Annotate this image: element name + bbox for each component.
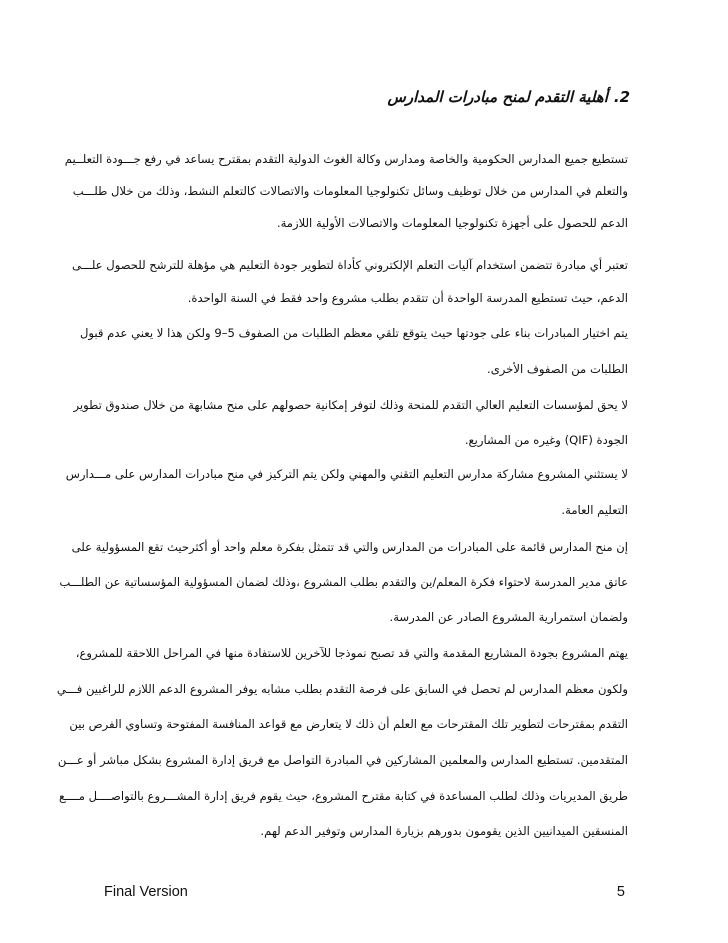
paragraph-line: لا يستثني المشروع مشاركة مدارس التعليم التقني والمهني ولكن يتم التركيز في منح مبادرات المدارس على مـــدارس (65, 467, 628, 481)
paragraph-line: المتقدمين. تستطيع المدارس والمعلمين المشاركين في المبادرة التواصل مع فريق إدارة المشروع بشكل مباشر أو عـــن (57, 753, 628, 767)
paragraph-line: يهتم المشروع بجودة المشاريع المقدمة والتي قد تصبح نموذجا للآخرين للاستفادة منها في المراحل اللاحقة للمشروع، (75, 646, 628, 660)
paragraph-line: لا يحق لمؤسسات التعليم العالي التقدم للمنحة وذلك لتوفر إمكانية حصولهم على منح مشابهة من خلال صندوق تطوير (73, 398, 628, 412)
paragraph-line: إن منح المدارس قائمة على المبادرات من المدارس والتي قد تتمثل بفكرة معلم واحد أو أكثرحيث تقع المسؤولية على (71, 540, 628, 554)
paragraph-line: التقدم بمقترحات لتطوير تلك المقترحات مع العلم أن ذلك لا يتعارض مع قواعد المنافسة المفتوحة وتساوي الفرص بين (69, 717, 628, 731)
paragraph-line: المنسقين الميدانيين الذين يقومون بدورهم بزيارة المدارس وتوفير الدعم لهم. (260, 824, 628, 838)
paragraph-line: ولضمان استمرارية المشروع الصادر عن المدرسة. (389, 610, 628, 624)
paragraph-line: يتم اختيار المبادرات بناء على جودتها حيث يتوقع تلقي معظم الطلبات من الصفوف 5–9 ولكن هذا لا يعني عدم قبول (80, 326, 628, 340)
paragraph-line: التعليم العامة. (561, 503, 628, 517)
paragraph-line: الدعم للحصول على أجهزة تكنولوجيا المعلومات والاتصالات الأولية اللازمة. (276, 216, 628, 230)
section-title: أهلية التقدم لمنح مبادرات المدارس (387, 88, 608, 106)
paragraph-line: عاتق مدير المدرسة لاحتواء فكرة المعلم/ين والتقدم بطلب المشروع ،وذلك لضمان المسؤولية المؤسساتية عن الطلـــب (59, 575, 628, 589)
footer-label: Final Version (104, 884, 188, 900)
paragraph-line: تعتبر أي مبادرة تتضمن استخدام آليات التعلم الإلكتروني كأداة لتطوير جودة التعليم هي مؤهلة للترشح للحصول علـــى (71, 258, 628, 272)
paragraph-line: الجودة (QIF) وغيره من المشاريع. (464, 433, 628, 447)
paragraph-line: الطلبات من الصفوف الأخرى. (487, 362, 628, 376)
page-number: 5 (616, 884, 625, 900)
paragraph-line: الدعم، حيث تستطيع المدرسة الواحدة أن تتقدم بطلب مشروع واحد فقط في السنة الواحدة. (187, 291, 628, 305)
paragraph-line: طريق المديريات وذلك لطلب المساعدة في كتابة مقترح المشروع، حيث يقوم فريق إدارة المشـــروع بالتواصــــل مــــع (59, 789, 628, 803)
paragraph-line: تستطيع جميع المدارس الحكومية والخاصة ومدارس وكالة الغوث الدولية التقدم بمقترح يساعد في رفع جـــودة التعلــيم (64, 152, 628, 166)
paragraph-line: والتعلم في المدارس من خلال توظيف وسائل تكنولوجيا المعلومات والاتصالات كالتعلم النشط، وذلك من خلال طلـــب (72, 184, 628, 198)
section-heading (388, 88, 630, 106)
paragraph-line: ولكون معظم المدارس لم تحصل في السابق على فرصة التقدم بطلب مشابه يوفر المشروع الدعم اللازم للراغبين فـــي (56, 682, 628, 696)
section-number: 2. (613, 88, 630, 106)
